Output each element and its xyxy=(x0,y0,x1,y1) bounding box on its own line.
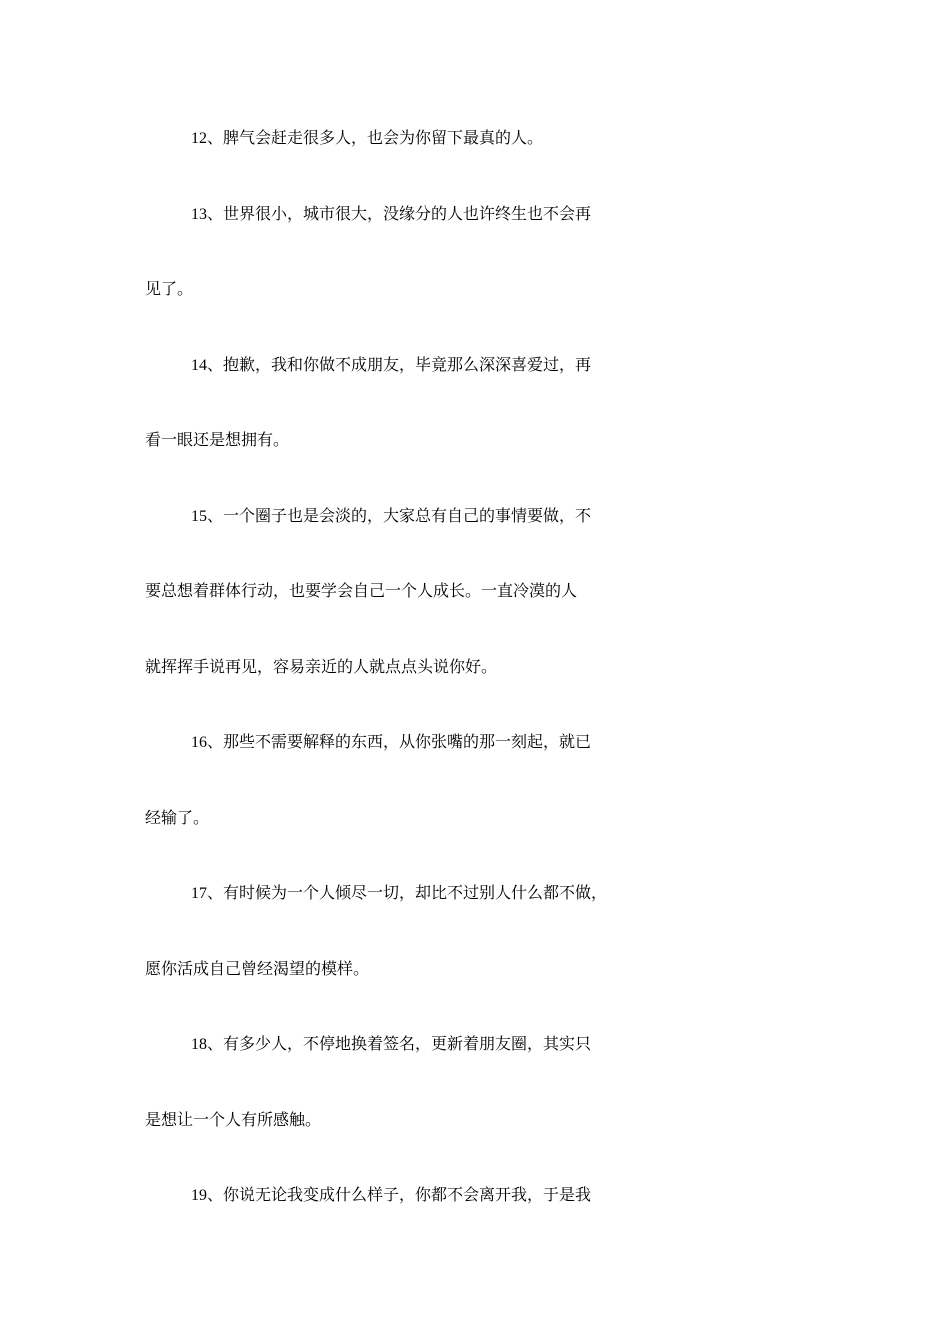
paragraph-12 xyxy=(145,125,810,201)
paragraph-13 xyxy=(145,201,810,352)
paragraph-line: 经输了。 xyxy=(145,809,210,827)
paragraph-line: 18、有多少人，不停地换着签名，更新着朋友圈，其实只 xyxy=(191,1036,592,1053)
paragraph-17 xyxy=(145,880,810,1031)
paragraph-line: 14、抱歉，我和你做不成朋友，毕竟那么深深喜爱过，再 xyxy=(191,356,592,374)
paragraph-line: 16、那些不需要解释的东西，从你张嘴的那一刻起，就已 xyxy=(191,734,592,751)
paragraph-line: 愿你活成自己曾经渴望的模样。 xyxy=(145,960,370,978)
document-body xyxy=(145,125,810,1258)
paragraph-line: 19、你说无论我变成什么样子，你都不会离开我，于是我 xyxy=(191,1187,592,1204)
paragraph-line: 看一眼还是想拥有。 xyxy=(145,432,290,449)
paragraph-14 xyxy=(145,352,810,503)
paragraph-15 xyxy=(145,503,810,730)
paragraph-18 xyxy=(145,1031,810,1182)
paragraph-line: 见了。 xyxy=(145,281,194,298)
paragraph-line: 要总想着群体行动，也要学会自己一个人成长。一直冷漠的人 xyxy=(145,583,578,600)
paragraph-line: 17、有时候为一个人倾尽一切，却比不过别人什么都不做， xyxy=(191,885,608,902)
paragraph-line: 就挥挥手说再见，容易亲近的人就点点头说你好。 xyxy=(145,658,498,676)
paragraph-line: 是想让一个人有所感触。 xyxy=(145,1111,322,1129)
paragraph-16 xyxy=(145,729,810,880)
paragraph-line: 12、脾气会赶走很多人，也会为你留下最真的人。 xyxy=(191,130,544,147)
paragraph-line: 15、一个圈子也是会淡的，大家总有自己的事情要做，不 xyxy=(191,507,592,525)
paragraph-19 xyxy=(145,1182,810,1258)
paragraph-line: 13、世界很小，城市很大，没缘分的人也许终生也不会再 xyxy=(191,205,592,223)
